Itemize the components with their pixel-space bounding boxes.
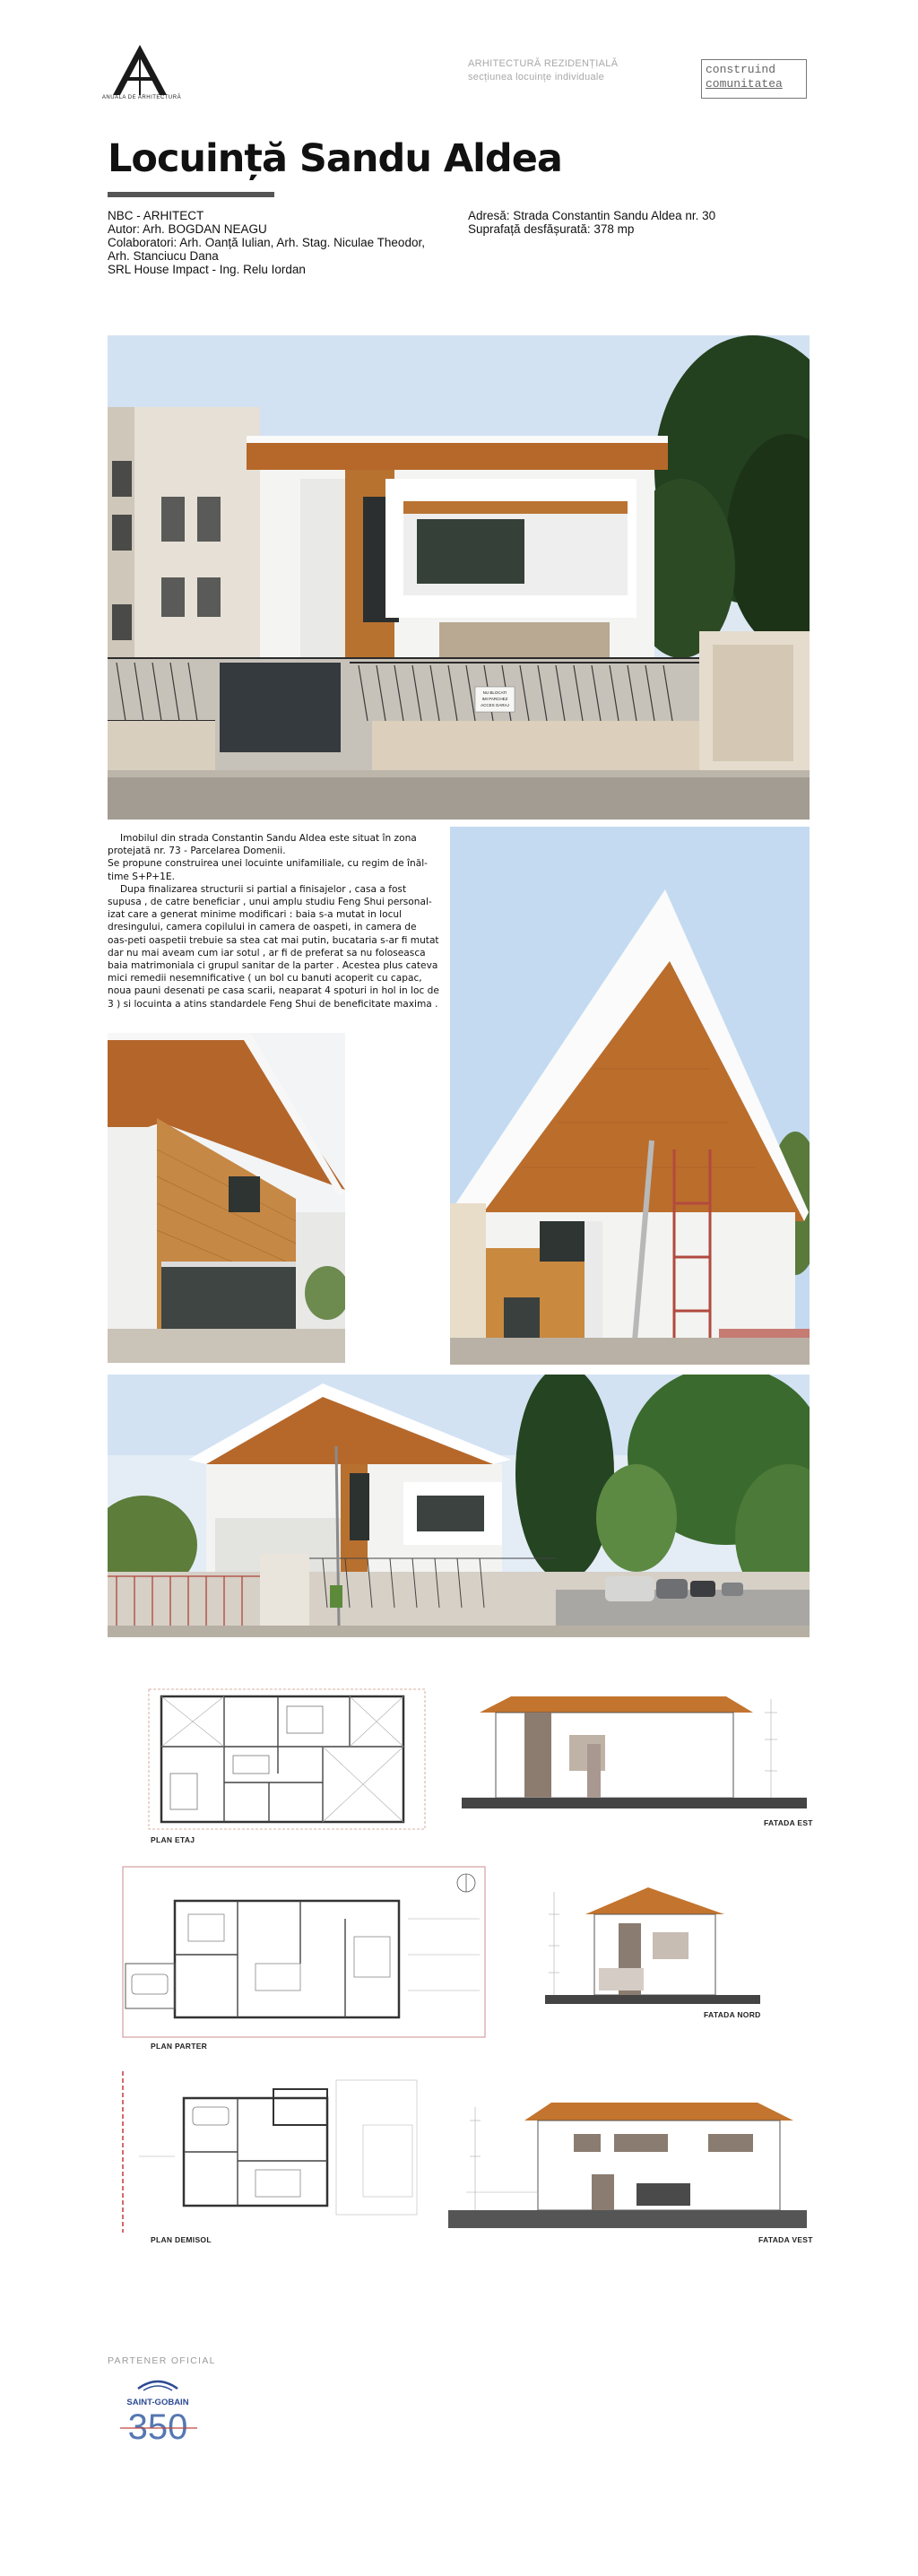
construind-comunitatea-badge — [701, 59, 807, 99]
credit-line: NBC - ARHITECT — [108, 209, 204, 222]
drawing-plan-etaj — [143, 1684, 430, 1834]
credit-line: Arh. Stanciucu Dana — [108, 249, 219, 263]
badge-line-2: comunitatea — [706, 77, 783, 91]
project-address-block — [468, 209, 715, 236]
photo-street-perspective — [108, 1375, 810, 1637]
drawing-fatada-nord — [536, 1883, 760, 2008]
photo-street-facade — [108, 335, 810, 820]
project-title: Locuință Sandu Aldea — [108, 136, 562, 181]
drawing-plan-demisol — [121, 2071, 421, 2233]
description-paragraph: Imobilul din strada Constantin Sandu Aldea este situat în zona protejată nr. 73 - Parcelarea Domenii. — [108, 833, 417, 857]
section-line-2: secțiunea locuințe individuale — [468, 72, 605, 82]
label-fatada-vest: FATADA VEST — [758, 2235, 813, 2244]
sponsor-name: SAINT-GOBAIN — [126, 2398, 189, 2407]
description-paragraph: Se propune construirea unei locuinte unifamiliale, cu regim de înăl-time S+P+1E. — [108, 858, 428, 882]
partner-label: PARTENER OFICIAL — [108, 2355, 216, 2366]
credit-line: Autor: Arh. BOGDAN NEAGU — [108, 222, 267, 236]
label-fatada-est: FATADA EST — [764, 1818, 813, 1827]
logo-caption: ANUALA DE ARHITECTURĂ — [101, 95, 182, 100]
section-label — [468, 57, 618, 84]
project-area: Suprafață desfășurată: 378 mp — [468, 222, 635, 236]
saint-gobain-350-logo-icon — [108, 2378, 208, 2448]
label-plan-etaj: PLAN ETAJ — [151, 1835, 195, 1844]
label-plan-parter: PLAN PARTER — [151, 2042, 208, 2051]
project-description — [108, 832, 439, 1010]
project-address: Adresă: Strada Constantin Sandu Aldea nr. 30 — [468, 209, 716, 222]
sign-line-1: NU BLOCATI — [482, 690, 507, 695]
project-credits — [108, 209, 457, 276]
photo-side-wood-facade — [108, 1033, 345, 1363]
credit-line: SRL House Impact - Ing. Relu Iordan — [108, 263, 306, 276]
photo-gable-facade — [450, 827, 810, 1365]
title-underline — [108, 192, 274, 197]
label-fatada-nord: FATADA NORD — [704, 2010, 761, 2019]
section-line-1: ARHITECTURĂ REZIDENȚIALĂ — [468, 58, 619, 69]
drawing-fatada-est — [462, 1686, 807, 1816]
sign-line-3: ACCES GARAJ — [481, 703, 509, 707]
drawing-fatada-vest — [448, 2089, 807, 2233]
credit-line: Colaboratori: Arh. Oanță Iulian, Arh. Stag. Niculae Theodor, — [108, 236, 425, 249]
badge-line-1: construind — [706, 63, 776, 76]
description-paragraph: Dupa finalizarea structurii si partial a finisajelor , casa a fost supusa , de catre beneficiar , unui amplu studiu Feng Shui personal-izat care a generat minime modificari : baia s-a mutat in locul dresingului, camera copilului in camera de oaspeti, in camera de oas-peti oaspetii trebuie sa stea cat mai putin, bucataria s-ar fi mutat dar nu mai aveam cum iar sotul , ar fi de preferat sa nu foloseasca baia matrimoniala ci grupul sanitar de la parter . Acestea plus cateva mici remedii nesemnificative ( un bol cu banuti acoperit cu capac, noua pauni desenati pe casa scarii, neaparat 4 spoturi in hol in loc de 3 ) si locuinta a atins standardele Feng Shui de beneficitate maxima . — [108, 883, 439, 1010]
label-plan-demisol: PLAN DEMISOL — [151, 2235, 212, 2244]
sponsor-number: 350 — [127, 2407, 188, 2447]
drawing-plan-parter — [121, 1865, 489, 2040]
sign-line-2: IMI PARCHEZ — [481, 697, 508, 701]
